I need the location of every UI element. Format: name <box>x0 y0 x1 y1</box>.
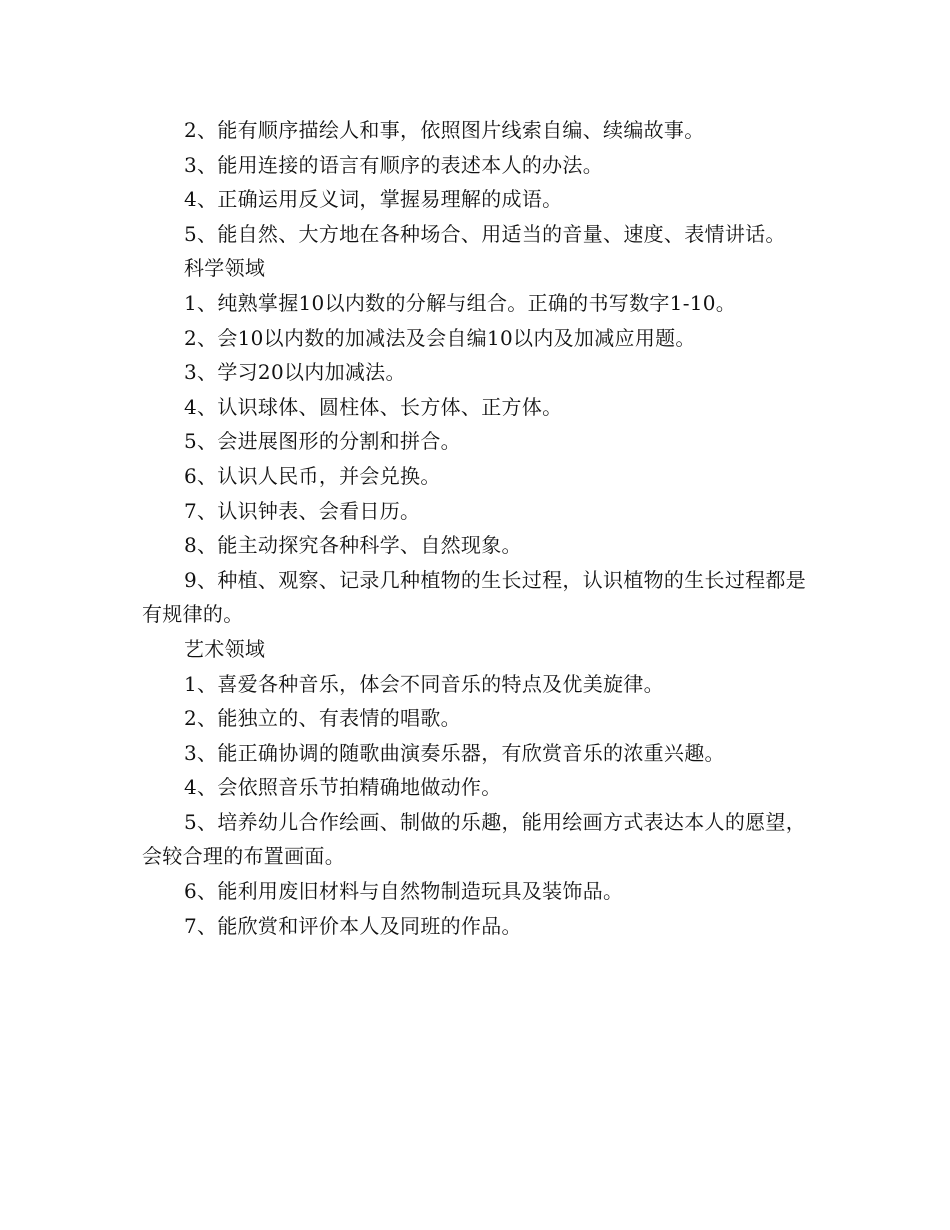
list-item: 4、认识球体、圆柱体、长方体、正方体。 <box>184 394 563 419</box>
list-item: 6、能利用废旧材料与自然物制造玩具及装饰品。 <box>184 879 624 904</box>
list-item: 5、培养幼儿合作绘画、制做的乐趣，能用绘画方式表达本人的愿望，会较合理的布置画面。 <box>142 809 807 869</box>
list-item: 6、认识人民币，并会兑换。 <box>184 463 441 488</box>
list-item: 8、能主动探究各种科学、自然现象。 <box>184 533 522 558</box>
list-item: 2、能有顺序描绘人和事，依照图片线索自编、续编故事。 <box>184 118 705 142</box>
list-item: 3、学习20以内加减法。 <box>184 360 406 385</box>
list-item: 9、种植、观察、记录几种植物的生长过程，认识植物的生长过程都是有规律的。 <box>142 567 807 627</box>
list-item: 5、会进展图形的分割和拼合。 <box>184 429 461 454</box>
list-item: 3、能正确协调的随歌曲演奏乐器，有欣赏音乐的浓重兴趣。 <box>184 740 725 765</box>
list-item: 3、能用连接的语言有顺序的表述本人的办法。 <box>184 152 604 177</box>
list-item: 4、正确运用反义词，掌握易理解的成语。 <box>184 187 563 212</box>
section-heading-art: 艺术领域 <box>184 636 266 661</box>
list-item: 7、认识钟表、会看日历。 <box>184 498 421 523</box>
list-item: 1、纯熟掌握10以内数的分解与组合。正确的书写数字1-10。 <box>184 290 737 315</box>
list-item: 1、喜爱各种音乐，体会不同音乐的特点及优美旋律。 <box>184 671 664 696</box>
list-item: 4、会依照音乐节拍精确地做动作。 <box>184 775 502 800</box>
document-body <box>142 113 822 943</box>
list-item: 2、能独立的、有表情的唱歌。 <box>184 706 461 731</box>
list-item: 2、会10以内数的加减法及会自编10以内及加减应用题。 <box>184 325 696 350</box>
list-item: 5、能自然、大方地在各种场合、用适当的音量、速度、表情讲话。 <box>184 221 786 246</box>
list-item: 7、能欣赏和评价本人及同班的作品。 <box>184 913 522 938</box>
section-heading-science: 科学领域 <box>184 256 266 281</box>
